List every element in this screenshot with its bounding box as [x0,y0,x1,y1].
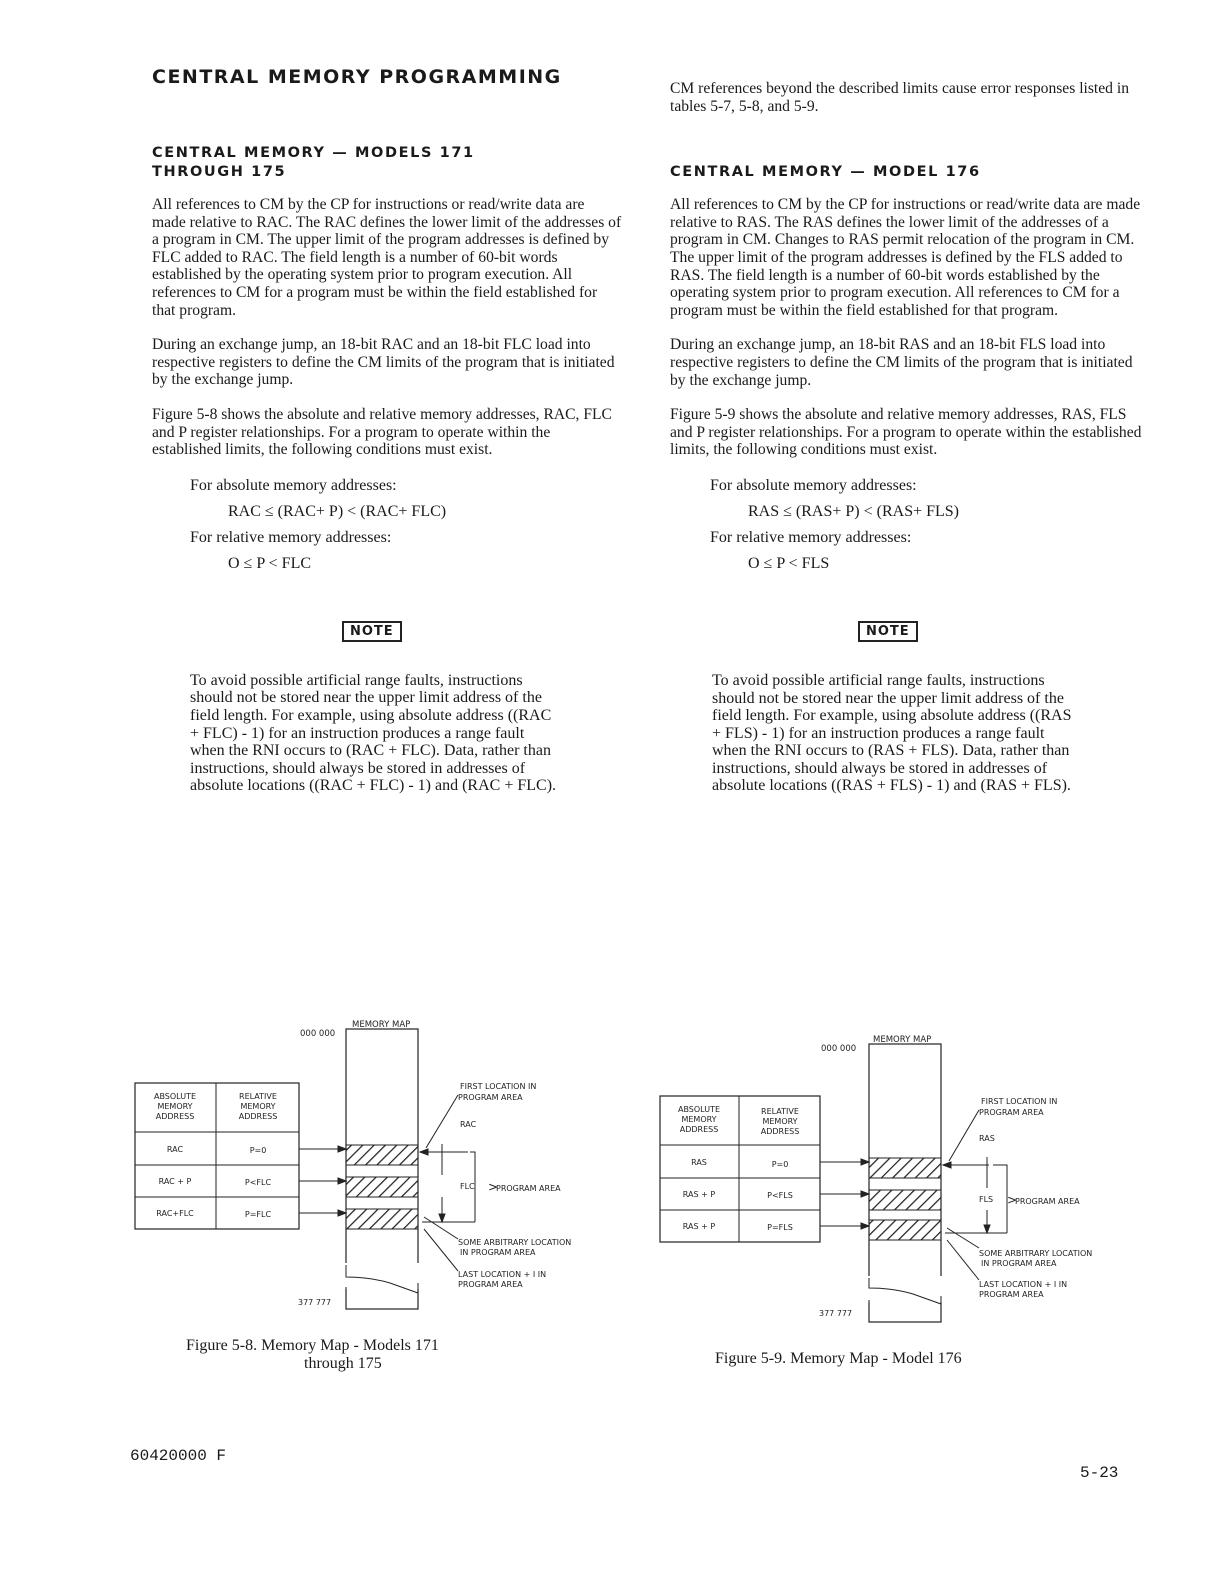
row-abs-3: RAC+FLC [156,1209,194,1218]
row-rel-3: P=FLS [767,1223,793,1232]
note-label: NOTE [858,621,918,642]
condition-relative-label: For relative memory addresses: [190,528,392,546]
header-relative-2: MEMORY [762,1117,798,1126]
header-relative-1: RELATIVE [761,1107,799,1116]
program-area-label: PROGRAM AREA [1015,1197,1080,1206]
hatch-arbitrary [869,1190,941,1210]
hatch-last [869,1220,941,1240]
row-rel-1: P=0 [249,1146,267,1155]
hatch-base [869,1158,941,1178]
condition-absolute-expr: RAS ≤ (RAS+ P) < (RAS+ FLS) [748,502,960,520]
caption-line1: Figure 5-8. Memory Map - Models 171 [186,1337,439,1354]
arbitrary-leader [947,1228,979,1248]
condition-absolute-label: For absolute memory addresses: [710,476,917,494]
base-label: RAS [979,1134,995,1143]
first-location-leader [949,1110,979,1161]
paragraph-1: All references to CM by the CP for instructions or read/write data are made relative to RAS. The RAS defines the lower limit of the addresses of a program in CM. Changes to RAS permit relocation of the program in CM. The upper limit of the program addresses is defined by the FLS added to RAS. The field length is a number of 60-bit words established by the operating system prior to program execution. All references to CM for a program must be within the field established for that program. [670,196,1141,319]
header-absolute-3: ADDRESS [155,1112,195,1121]
figure-5-8-caption [186,1337,439,1373]
condition-absolute-expr: RAC ≤ (RAC+ P) < (RAC+ FLC) [228,502,447,520]
condition-relative-expr: O ≤ P < FLS [748,554,830,572]
hatch-arbitrary [346,1177,418,1197]
note-text: To avoid possible artificial range faults, instructions should not be stored near the upper limit address of the field length. For example, using absolute address ((RAC + FLC) - 1) for an instruction produces a range fault when the RNI occurs to (RAC + FLC). Data, rather than instructions, should always be stored in addresses of absolute locations ((RAC + FLC) - 1) and (RAC + FLC). [190,671,557,795]
paragraph-3: Figure 5-9 shows the absolute and relative memory addresses, RAS, FLS and P register relationships. For a program to operate within the established limits, the following conditions must exist. [670,406,1142,459]
right-column [670,80,1150,795]
document-number: 60420000 F [130,1447,227,1465]
base-label: RAC [460,1120,477,1129]
condition-relative-expr: O ≤ P < FLC [228,554,312,572]
last-location-line1: LAST LOCATION + I IN [979,1280,1068,1289]
row-abs-2: RAC + P [158,1177,192,1186]
row-rel-2: P<FLS [767,1191,793,1200]
paragraph-1: All references to CM by the CP for instructions or read/write data are made relative to RAC. The RAC defines the lower limit of the addresses of a program in CM. The upper limit of the program addresses is defined by FLC added to RAC. The field length is a number of 60-bit words established by the operating system prior to program execution. All references to CM for a program must be within the field established for that program. [152,196,622,319]
last-location-leader [947,1240,979,1280]
row-abs-2: RAS + P [682,1190,716,1199]
header-absolute-1: ABSOLUTE [677,1105,721,1114]
bottom-address: 377 777 [298,1298,332,1307]
address-table [135,1083,299,1229]
program-area-label: PROGRAM AREA [496,1184,561,1193]
map-title: MEMORY MAP [352,1020,411,1030]
header-absolute-2: MEMORY [681,1115,717,1124]
arbitrary-line2: IN PROGRAM AREA [981,1259,1057,1268]
last-location-line2: PROGRAM AREA [979,1290,1044,1299]
header-relative-2: MEMORY [240,1102,276,1111]
length-label: FLS [979,1195,994,1204]
length-bracket [943,1157,1007,1233]
section-heading-171-175 [152,144,622,182]
first-location-line2: PROGRAM AREA [458,1093,523,1102]
length-label: FLC [460,1182,475,1191]
condition-absolute-label: For absolute memory addresses: [190,476,397,494]
row-rel-1: P=0 [771,1160,789,1169]
row-rel-2: P<FLC [244,1178,272,1187]
page-number: 5-23 [1080,1464,1119,1482]
address-table [660,1096,820,1242]
header-relative-1: RELATIVE [239,1092,277,1101]
row-rel-3: P=FLC [244,1210,272,1219]
section-heading-line1: CENTRAL MEMORY — MODELS 171 [152,145,475,161]
page-title: CENTRAL MEMORY PROGRAMMING [152,66,562,88]
pointer-arrows [820,1159,869,1229]
note-text: To avoid possible artificial range faults, instructions should not be stored near the upper limit address of the field length. For example, using absolute address ((RAS + FLS) - 1) for an instruction produces a range fault when the RNI occurs to (RAS + FLS). Data, rather than instructions, should always be stored in addresses of absolute locations ((RAS + FLS) - 1) and (RAS + FLS). [712,671,1072,795]
program-area-brace: > [488,1180,499,1194]
row-abs-3: RAS + P [682,1222,716,1231]
section-heading-176: CENTRAL MEMORY — MODEL 176 [670,164,981,181]
header-relative-3: ADDRESS [238,1112,278,1121]
left-column [152,66,622,795]
header-relative-3: ADDRESS [760,1127,800,1136]
intro-paragraph: CM references beyond the described limits cause error responses listed in tables 5-7, 5-8, and 5-9. [670,80,1130,115]
arbitrary-line1: SOME ARBITRARY LOCATION [979,1249,1093,1258]
memory-break [344,1263,420,1289]
row-abs-1: RAS [691,1158,707,1167]
header-absolute-3: ADDRESS [679,1125,719,1134]
header-absolute-1: ABSOLUTE [153,1092,197,1101]
last-location-line2: PROGRAM AREA [458,1280,523,1289]
caption-line2: through 175 [304,1355,382,1372]
figure-5-8-memory-map [130,1015,620,1315]
hatch-base [346,1145,418,1165]
map-title: MEMORY MAP [873,1035,932,1045]
first-location-line2: PROGRAM AREA [979,1108,1044,1117]
figure-5-9-caption: Figure 5-9. Memory Map - Model 176 [715,1350,962,1367]
top-address: 000 000 [821,1044,857,1054]
first-location-line1: FIRST LOCATION IN [460,1082,537,1091]
arbitrary-line2: IN PROGRAM AREA [460,1248,536,1257]
program-area-brace: > [1007,1193,1018,1207]
last-location-line1: LAST LOCATION + I IN [458,1270,547,1279]
condition-relative-label: For relative memory addresses: [710,528,912,546]
first-location-leader [426,1095,458,1148]
note-label: NOTE [342,621,402,642]
figure-5-9-memory-map [655,1030,1145,1330]
top-address: 000 000 [300,1029,336,1039]
first-location-line1: FIRST LOCATION IN [981,1097,1058,1106]
paragraph-2: During an exchange jump, an 18-bit RAC and an 18-bit FLC load into respective registers to define the CM limits of the program that is initiated by the exchange jump. [152,336,615,389]
section-heading-line2: THROUGH 175 [152,164,287,180]
header-absolute-2: MEMORY [157,1102,193,1111]
bottom-address: 377 777 [819,1309,853,1318]
paragraph-2: During an exchange jump, an 18-bit RAS and an 18-bit FLS load into respective registers to define the CM limits of the program that is initiated by the exchange jump. [670,336,1133,389]
row-abs-1: RAC [166,1145,184,1154]
hatch-last [346,1209,418,1229]
memory-break [867,1276,943,1302]
arbitrary-line1: SOME ARBITRARY LOCATION [458,1238,572,1247]
paragraph-3: Figure 5-8 shows the absolute and relative memory addresses, RAC, FLC and P register relationships. For a program to operate within the established limits, the following conditions must exist. [152,405,612,459]
pointer-arrows [299,1146,346,1216]
